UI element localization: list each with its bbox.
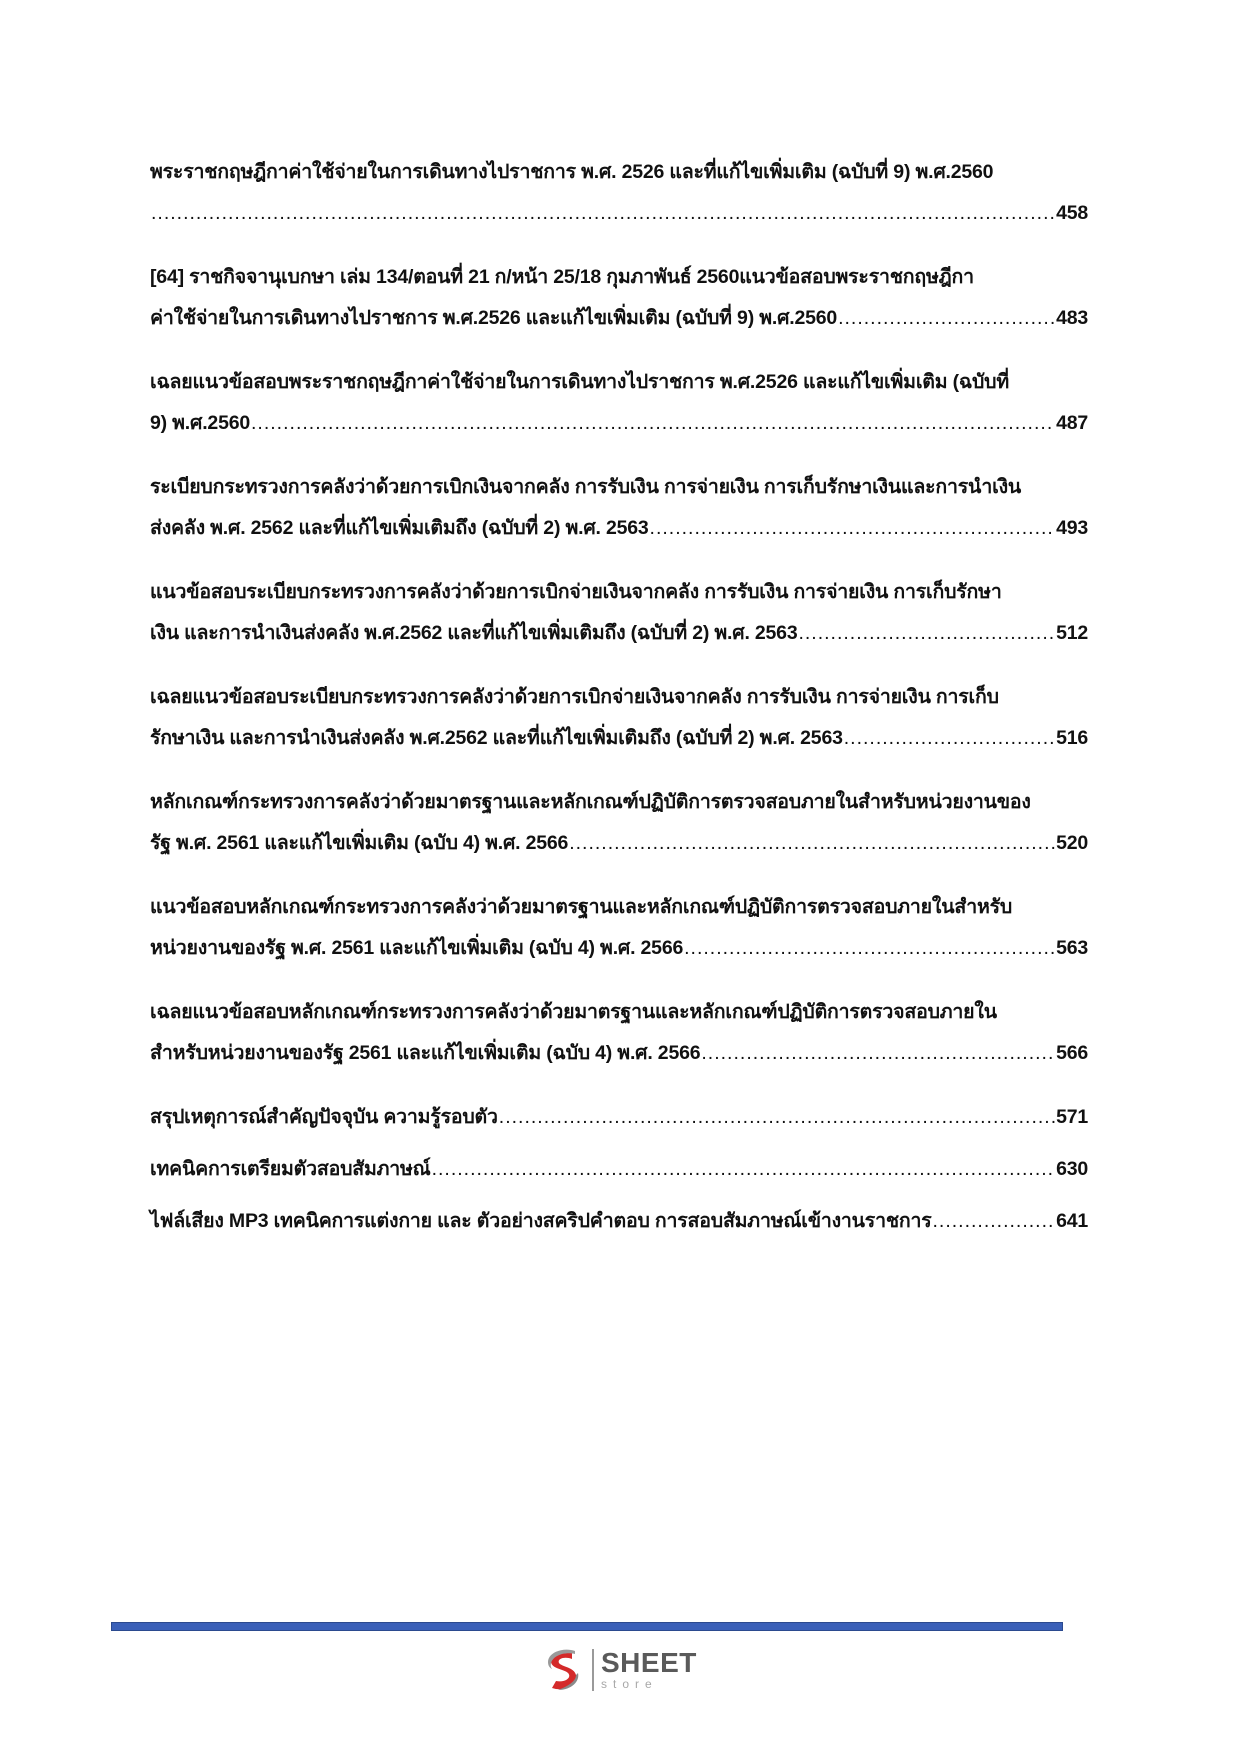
toc-entry-leader-line — [150, 1033, 1088, 1074]
toc-page-number[interactable]: 563 — [1056, 937, 1088, 959]
toc-entry[interactable] — [150, 677, 1088, 759]
footer-divider-bar — [111, 1622, 1063, 1631]
toc-entry-title: แนวข้อสอบระเบียบกระทรวงการคลังว่าด้วยการเบิกจ่ายเงินจากคลัง การรับเงิน การจ่ายเงิน การเก็บรักษา — [150, 581, 1002, 603]
toc-page-number[interactable]: 630 — [1056, 1158, 1088, 1180]
toc-entry-title: แนวข้อสอบหลักเกณฑ์กระทรวงการคลังว่าด้วยมาตรฐานและหลักเกณฑ์ปฏิบัติการตรวจสอบภายในสำหรับ — [150, 896, 1013, 918]
toc-entry-title: สรุปเหตุการณ์สำคัญปัจจุบัน ความรู้รอบตัว — [150, 1106, 498, 1128]
toc-entry[interactable] — [150, 782, 1088, 864]
toc-entry-leader-line — [150, 1097, 1088, 1138]
toc-entry-title: เฉลยแนวข้อสอบพระราชกฤษฎีกาค่าใช้จ่ายในการเดินทางไปราชการ พ.ศ.2526 และแก้ไขเพิ่มเติม (ฉบับที่ — [150, 371, 1010, 393]
toc-entry-title: ไฟล์เสียง MP3 เทคนิคการแต่งกาย และ ตัวอย่างสคริปคำตอบ การสอบสัมภาษณ์เข้างานราชการ — [150, 1210, 932, 1232]
toc-entry-title-cont: ค่าใช้จ่ายในการเดินทางไปราชการ พ.ศ.2526 และแก้ไขเพิ่มเติม (ฉบับที่ 9) พ.ศ.2560 — [150, 307, 838, 329]
table-of-contents — [150, 152, 1088, 1253]
toc-entry-leader-line — [150, 403, 1088, 444]
toc-entry-leader-line — [150, 613, 1088, 654]
dot-leader — [684, 928, 1055, 969]
toc-entry-title: [64] ราชกิจจานุเบกษา เล่ม 134/ตอนที่ 21 ก/หน้า 25/18 กุมภาพันธ์ 2560แนวข้อสอบพระราชกฤษฎีกา — [150, 266, 974, 288]
toc-entry-leader-line — [150, 1149, 1088, 1190]
dot-leader — [701, 1033, 1055, 1074]
toc-entry[interactable] — [150, 362, 1088, 444]
toc-entry[interactable] — [150, 1097, 1088, 1138]
logo-wordmark — [601, 1649, 697, 1690]
logo-name: SHEET — [601, 1647, 697, 1678]
sheet-store-logo — [542, 1642, 722, 1697]
dot-leader — [844, 718, 1055, 759]
dot-leader — [798, 613, 1055, 654]
toc-entry-leader-line — [150, 928, 1088, 969]
toc-page-number[interactable]: 512 — [1056, 622, 1088, 644]
toc-entry-title-cont: หน่วยงานของรัฐ พ.ศ. 2561 และแก้ไขเพิ่มเติม (ฉบับ 4) พ.ศ. 2566 — [150, 937, 684, 959]
dot-leader — [432, 1149, 1056, 1190]
toc-page-number[interactable]: 566 — [1056, 1042, 1088, 1064]
toc-entry-title-cont: สำหรับหน่วยงานของรัฐ 2561 และแก้ไขเพิ่มเติม (ฉบับ 4) พ.ศ. 2566 — [150, 1042, 701, 1064]
toc-entry-title: เฉลยแนวข้อสอบระเบียบกระทรวงการคลังว่าด้วยการเบิกจ่ายเงินจากคลัง การรับเงิน การจ่ายเงิน การเก็บ — [150, 686, 999, 708]
sheet-store-s-icon — [542, 1648, 586, 1692]
logo-subtitle: store — [601, 1677, 658, 1691]
toc-entry-title: หลักเกณฑ์กระทรวงการคลังว่าด้วยมาตรฐานและหลักเกณฑ์ปฏิบัติการตรวจสอบภายในสำหรับหน่วยงานของ — [150, 791, 1031, 813]
dot-leader — [499, 1097, 1055, 1138]
toc-entry-title-cont: ส่งคลัง พ.ศ. 2562 และที่แก้ไขเพิ่มเติมถึง (ฉบับที่ 2) พ.ศ. 2563 — [150, 517, 649, 539]
toc-page-number[interactable]: 458 — [1056, 202, 1088, 224]
logo-divider — [592, 1649, 594, 1691]
toc-entry[interactable] — [150, 1149, 1088, 1190]
toc-page-number[interactable]: 487 — [1056, 412, 1088, 434]
toc-entry-title: เฉลยแนวข้อสอบหลักเกณฑ์กระทรวงการคลังว่าด้วยมาตรฐานและหลักเกณฑ์ปฏิบัติการตรวจสอบภายใน — [150, 1001, 997, 1023]
toc-entry-title-cont: 9) พ.ศ.2560 — [150, 412, 251, 434]
toc-page-number[interactable]: 641 — [1056, 1210, 1088, 1232]
toc-entry[interactable] — [150, 1201, 1088, 1242]
dot-leader — [151, 193, 1055, 234]
toc-entry-title: เทคนิคการเตรียมตัวสอบสัมภาษณ์ — [150, 1158, 431, 1180]
toc-entry[interactable] — [150, 257, 1088, 339]
dot-leader — [569, 823, 1055, 864]
toc-page-number[interactable]: 516 — [1056, 727, 1088, 749]
toc-entry-leader-line — [150, 1201, 1088, 1242]
toc-entry-leader-line — [150, 193, 1088, 234]
toc-entry-leader-line — [150, 823, 1088, 864]
toc-entry[interactable] — [150, 887, 1088, 969]
toc-entry-title-cont: เงิน และการนำเงินส่งคลัง พ.ศ.2562 และที่แก้ไขเพิ่มเติมถึง (ฉบับที่ 2) พ.ศ. 2563 — [150, 622, 798, 644]
toc-entry[interactable] — [150, 467, 1088, 549]
dot-leader — [650, 508, 1056, 549]
toc-page-number[interactable]: 571 — [1056, 1106, 1088, 1128]
toc-entry-leader-line — [150, 718, 1088, 759]
toc-entry-title-cont: รัฐ พ.ศ. 2561 และแก้ไขเพิ่มเติม (ฉบับ 4) พ.ศ. 2566 — [150, 832, 569, 854]
toc-entry[interactable] — [150, 152, 1088, 234]
toc-entry-title: ระเบียบกระทรวงการคลังว่าด้วยการเบิกเงินจากคลัง การรับเงิน การจ่ายเงิน การเก็บรักษาเงินและการนำเงิน — [150, 476, 1022, 498]
toc-entry-leader-line — [150, 508, 1088, 549]
toc-page-number[interactable]: 483 — [1056, 307, 1088, 329]
toc-entry-title-cont: รักษาเงิน และการนำเงินส่งคลัง พ.ศ.2562 และที่แก้ไขเพิ่มเติมถึง (ฉบับที่ 2) พ.ศ. 2563 — [150, 727, 843, 749]
dot-leader — [932, 1201, 1055, 1242]
toc-page-number[interactable]: 493 — [1056, 517, 1088, 539]
dot-leader — [251, 403, 1055, 444]
dot-leader — [838, 298, 1055, 339]
toc-entry-leader-line — [150, 298, 1088, 339]
toc-entry-title: พระราชกฤษฎีกาค่าใช้จ่ายในการเดินทางไปราชการ พ.ศ. 2526 และที่แก้ไขเพิ่มเติม (ฉบับที่ 9) พ.ศ.2560 — [150, 161, 994, 183]
toc-page-number[interactable]: 520 — [1056, 832, 1088, 854]
toc-entry[interactable] — [150, 992, 1088, 1074]
toc-entry[interactable] — [150, 572, 1088, 654]
